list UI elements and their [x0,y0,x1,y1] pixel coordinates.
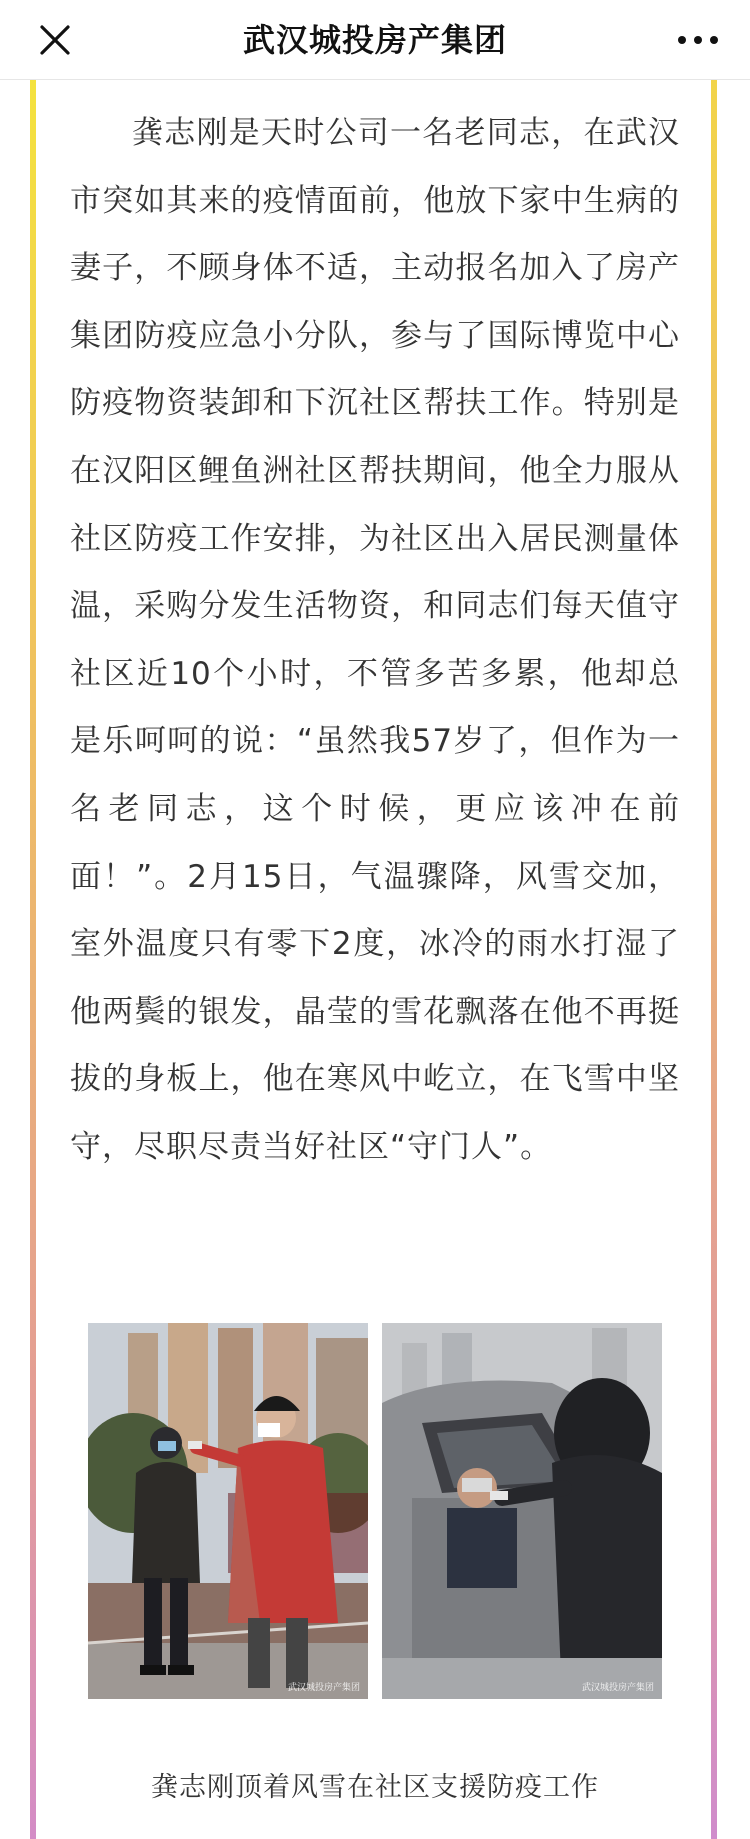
gradient-border-left [30,80,36,1839]
page-title: 武汉城投房产集团 [242,21,507,59]
temperature-check-image [88,1323,368,1699]
car-check-image [382,1323,662,1699]
more-options-button[interactable] [672,15,724,65]
close-icon [30,15,80,65]
watermark-left: 武汉城投房产集团 [287,1683,360,1693]
close-button[interactable] [30,15,80,65]
more-dots-icon [672,15,724,65]
top-navigation-bar [0,0,750,80]
photo-temperature-check[interactable] [88,1323,368,1699]
article-body [70,100,680,1182]
gradient-border-right [711,80,717,1839]
photo-car-check[interactable] [382,1323,662,1699]
article-paragraph: 龚志刚是天时公司一名老同志，在武汉市突如其来的疫情面前，他放下家中生病的妻子，不顾身体不适，主动报名加入了房产集团防疫应急小分队，参与了国际博览中心防疫物资装卸和下沉社区帮扶工作。特别是在汉阳区鲤鱼洲社区帮扶期间，他全力服从社区防疫工作安排，为社区出入居民测量体温，采购分发生活物资，和同志们每天值守社区近10个小时，不管多苦多累，他却总是乐呵呵的说：“虽然我57岁了，但作为一名老同志，这个时候，更应该冲在前面！”。2月15日，气温骤降，风雪交加，室外温度只有零下2度，冰冷的雨水打湿了他两鬓的银发，晶莹的雪花飘落在他不再挺拔的身板上，他在寒风中屹立，在飞雪中坚守，尽职尽责当好社区“守门人”。 [70,115,680,1165]
watermark-right: 武汉城投房产集团 [581,1683,654,1693]
photo-pair [88,1323,662,1699]
photo-caption: 龚志刚顶着风雪在社区支援防疫工作 [151,1772,599,1803]
